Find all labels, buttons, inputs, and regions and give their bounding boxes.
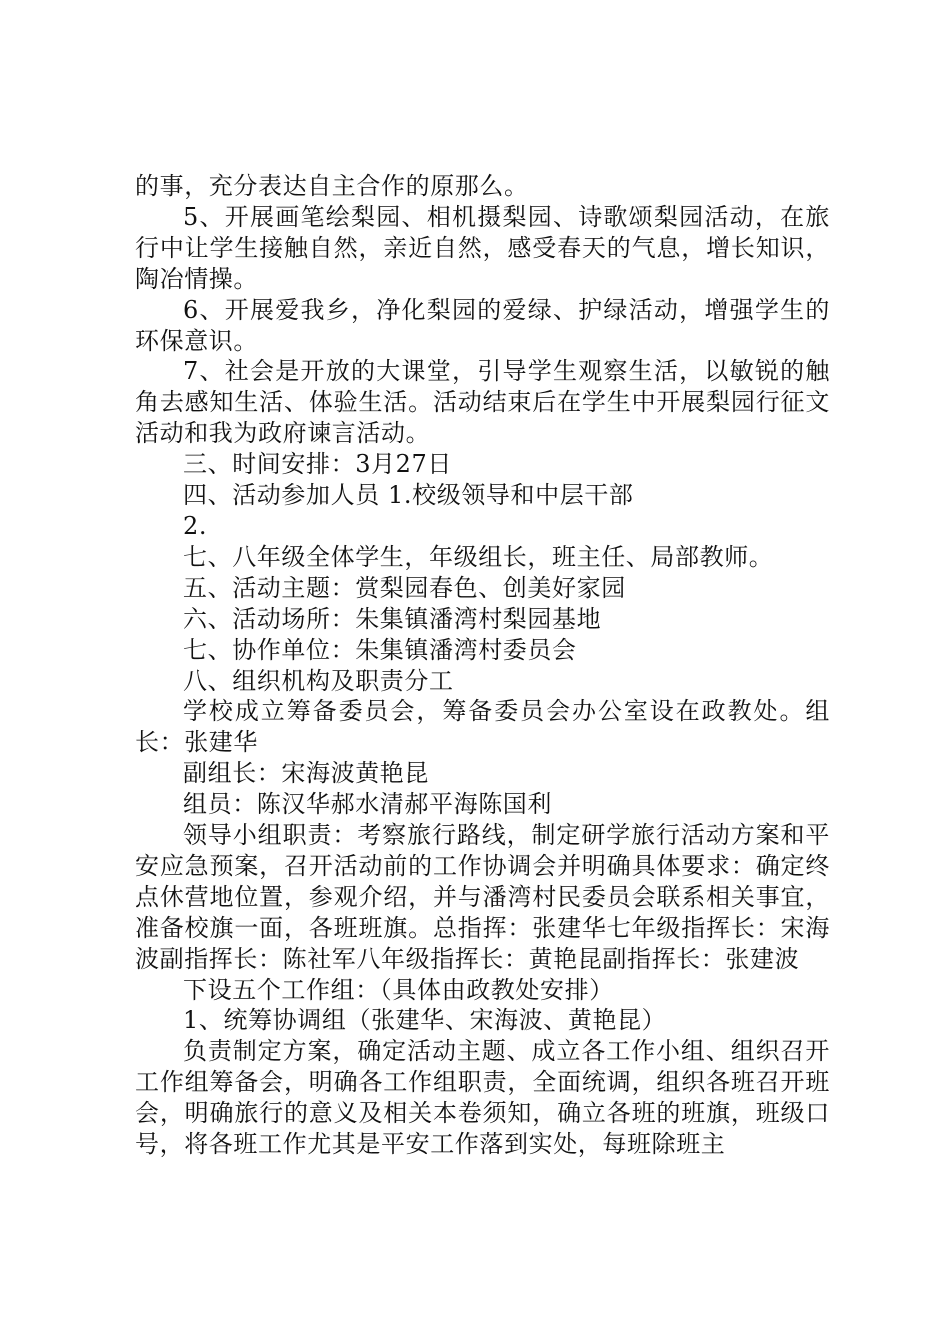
committee-paragraph: 学校成立筹备委员会，筹备委员会办公室设在政教处。组长：张建华 xyxy=(135,697,830,757)
working-groups-intro: 下设五个工作组：（具体由政教处安排） xyxy=(183,975,614,1004)
section-partner: 七、协作单位：朱集镇潘湾村委员会 xyxy=(183,635,577,664)
participants-item-2: 2. xyxy=(183,511,208,540)
participants-students: 七、八年级全体学生，年级组长，班主任、局部教师。 xyxy=(183,542,774,571)
coordination-duties: 负责制定方案，确定活动主题、成立各工作小组、组织召开工作组筹备会，明确各工作组职责，全面统调，组织各班召开班会，明确旅行的意义及相关本卷须知，确立各班的班旗，班级口号，将各班工作尤其是平安工作落到实处，每班除班主 xyxy=(135,1037,830,1159)
section-theme: 五、活动主题：赏梨园春色、创美好家园 xyxy=(183,573,626,602)
members: 组员：陈汉华郝水清郝平海陈国利 xyxy=(183,790,552,819)
paragraph-continuation: 的事，充分表达自主合作的原那么。 xyxy=(135,172,529,200)
paragraph-item-7: 7、社会是开放的大课堂，引导学生观察生活，以敏锐的触角去感知生活、体验生活。活动结束后在学生中开展梨园行征文活动和我为政府谏言活动。 xyxy=(135,357,830,448)
section-venue: 六、活动场所：朱集镇潘湾村梨园基地 xyxy=(183,604,602,633)
document-body xyxy=(135,171,830,1160)
section-organization: 八、组织机构及职责分工 xyxy=(183,666,454,695)
paragraph-item-5: 5、开展画笔绘梨园、相机摄梨园、诗歌颂梨园活动，在旅行中让学生接触自然，亲近自然，感受春天的气息，增长知识，陶冶情操。 xyxy=(135,202,830,293)
deputy-leaders: 副组长：宋海波黄艳昆 xyxy=(183,759,429,788)
section-participants: 四、活动参加人员 1.校级领导和中层干部 xyxy=(183,481,634,510)
leadership-duties: 领导小组职责：考察旅行路线，制定研学旅行活动方案和平安应急预案，召开活动前的工作协调会并明确具体要求：确定终点休营地位置，参观介绍，并与潘湾村民委员会联系相关事宜，准备校旗一面，各班班旗。总指挥：张建华七年级指挥长：宋海波副指挥长：陈社军八年级指挥长：黄艳昆副指挥长：张建波 xyxy=(135,821,830,973)
paragraph-item-6: 6、开展爱我乡，净化梨园的爱绿、护绿活动，增强学生的环保意识。 xyxy=(135,295,830,355)
coordination-group: 1、统筹协调组（张建华、宋海波、黄艳昆） xyxy=(183,1006,667,1035)
section-time-schedule: 三、时间安排：3月27日 xyxy=(183,450,453,479)
